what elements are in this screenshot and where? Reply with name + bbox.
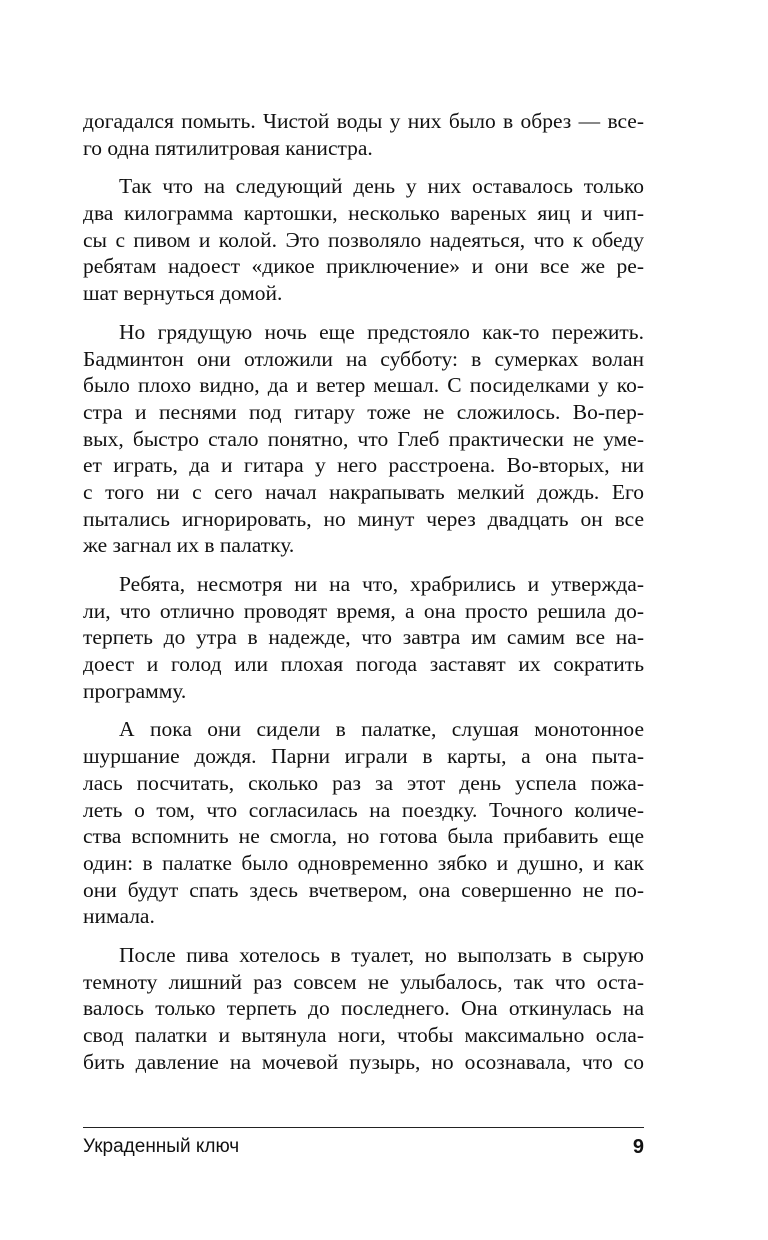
paragraph: [83, 716, 644, 930]
text-line: с того ни с сего начал накрапывать мелкий дождь. Его: [83, 479, 644, 504]
text-line: темноту лишний раз совсем не улыбалось, так что оста-: [83, 969, 644, 994]
text-line: пытались игнорировать, но минут через двадцать он все: [83, 506, 644, 531]
text-line: свод палатки и вытянула ноги, чтобы максимально осла-: [83, 1023, 644, 1047]
text-line: го одна пятилитровая канистра.: [83, 135, 373, 160]
text-line: вых, быстро стало понятно, что Глеб практически не уме-: [83, 426, 644, 451]
text-line: леть о том, что согласилась на поездку. Точного количе-: [83, 797, 644, 822]
text-line: сы с пивом и колой. Это позволяло надеяться, что к обеду: [83, 227, 644, 252]
text-line: Так что на следующий день у них оставалось только: [119, 174, 644, 199]
paragraph: [83, 571, 644, 704]
running-title: Украденный ключ: [83, 1136, 240, 1157]
text-line: А пока они сидели в палатке, слушая монотонное: [119, 717, 644, 742]
text-line: ет играть, да и гитара у него расстроена. Во-вторых, ни: [83, 453, 644, 478]
text-line: валось только терпеть до последнего. Она откинулась на: [83, 996, 644, 1021]
text-line: терпеть до утра в надежде, что завтра им самим все на-: [83, 625, 644, 650]
text-line: После пива хотелось в туалет, но выползать в сырую: [119, 942, 644, 967]
text-line: нимала.: [83, 904, 155, 929]
text-line: бить давление на мочевой пузырь, но осознавала, что со: [83, 1049, 644, 1074]
page-number: 9: [632, 1136, 644, 1158]
text-line: ства вспомнить не смогла, но готова была прибавить еще: [83, 824, 644, 849]
text-line: шат вернуться домой.: [83, 281, 283, 306]
paragraph: [83, 319, 644, 559]
paragraph: [83, 173, 644, 306]
text-line: было плохо видно, да и ветер мешал. С посиделками у ко-: [83, 373, 644, 398]
text-line: доест и голод или плохая погода заставят их сократить: [83, 652, 644, 677]
text-line: Но грядущую ночь еще предстояло как-то пережить.: [119, 319, 644, 344]
paragraph: [83, 942, 644, 1075]
text-line: стра и песнями под гитару тоже не сложилось. Во-пер-: [83, 399, 644, 424]
footer-rule: [83, 1127, 644, 1128]
text-line: Ребята, несмотря ни на что, храбрились и утвержда-: [119, 572, 644, 596]
text-line: ли, что отлично проводят время, а она просто решила до-: [83, 598, 644, 623]
text-line: Бадминтон они отложили на субботу: в сумерках волан: [83, 346, 644, 371]
page-body: [83, 108, 644, 1075]
text-line: шуршание дождя. Парни играли в карты, а она пыта-: [83, 744, 644, 769]
paragraph: [83, 108, 644, 161]
text-line: догадался помыть. Чистой воды у них было в обрез — все-: [83, 109, 644, 133]
text-line: они будут спать здесь вчетвером, она совершенно не по-: [83, 877, 644, 902]
page-footer: [83, 1133, 644, 1161]
text-line: два килограмма картошки, несколько вареных яиц и чип-: [83, 201, 644, 226]
text-line: один: в палатке было одновременно зябко и душно, и как: [83, 850, 644, 875]
text-line: лась посчитать, сколько раз за этот день успела пожа-: [83, 770, 644, 795]
text-line: ребятам надоест «дикое приключение» и они все же ре-: [83, 254, 644, 279]
text-line: программу.: [83, 678, 187, 703]
text-line: же загнал их в палатку.: [83, 533, 295, 558]
